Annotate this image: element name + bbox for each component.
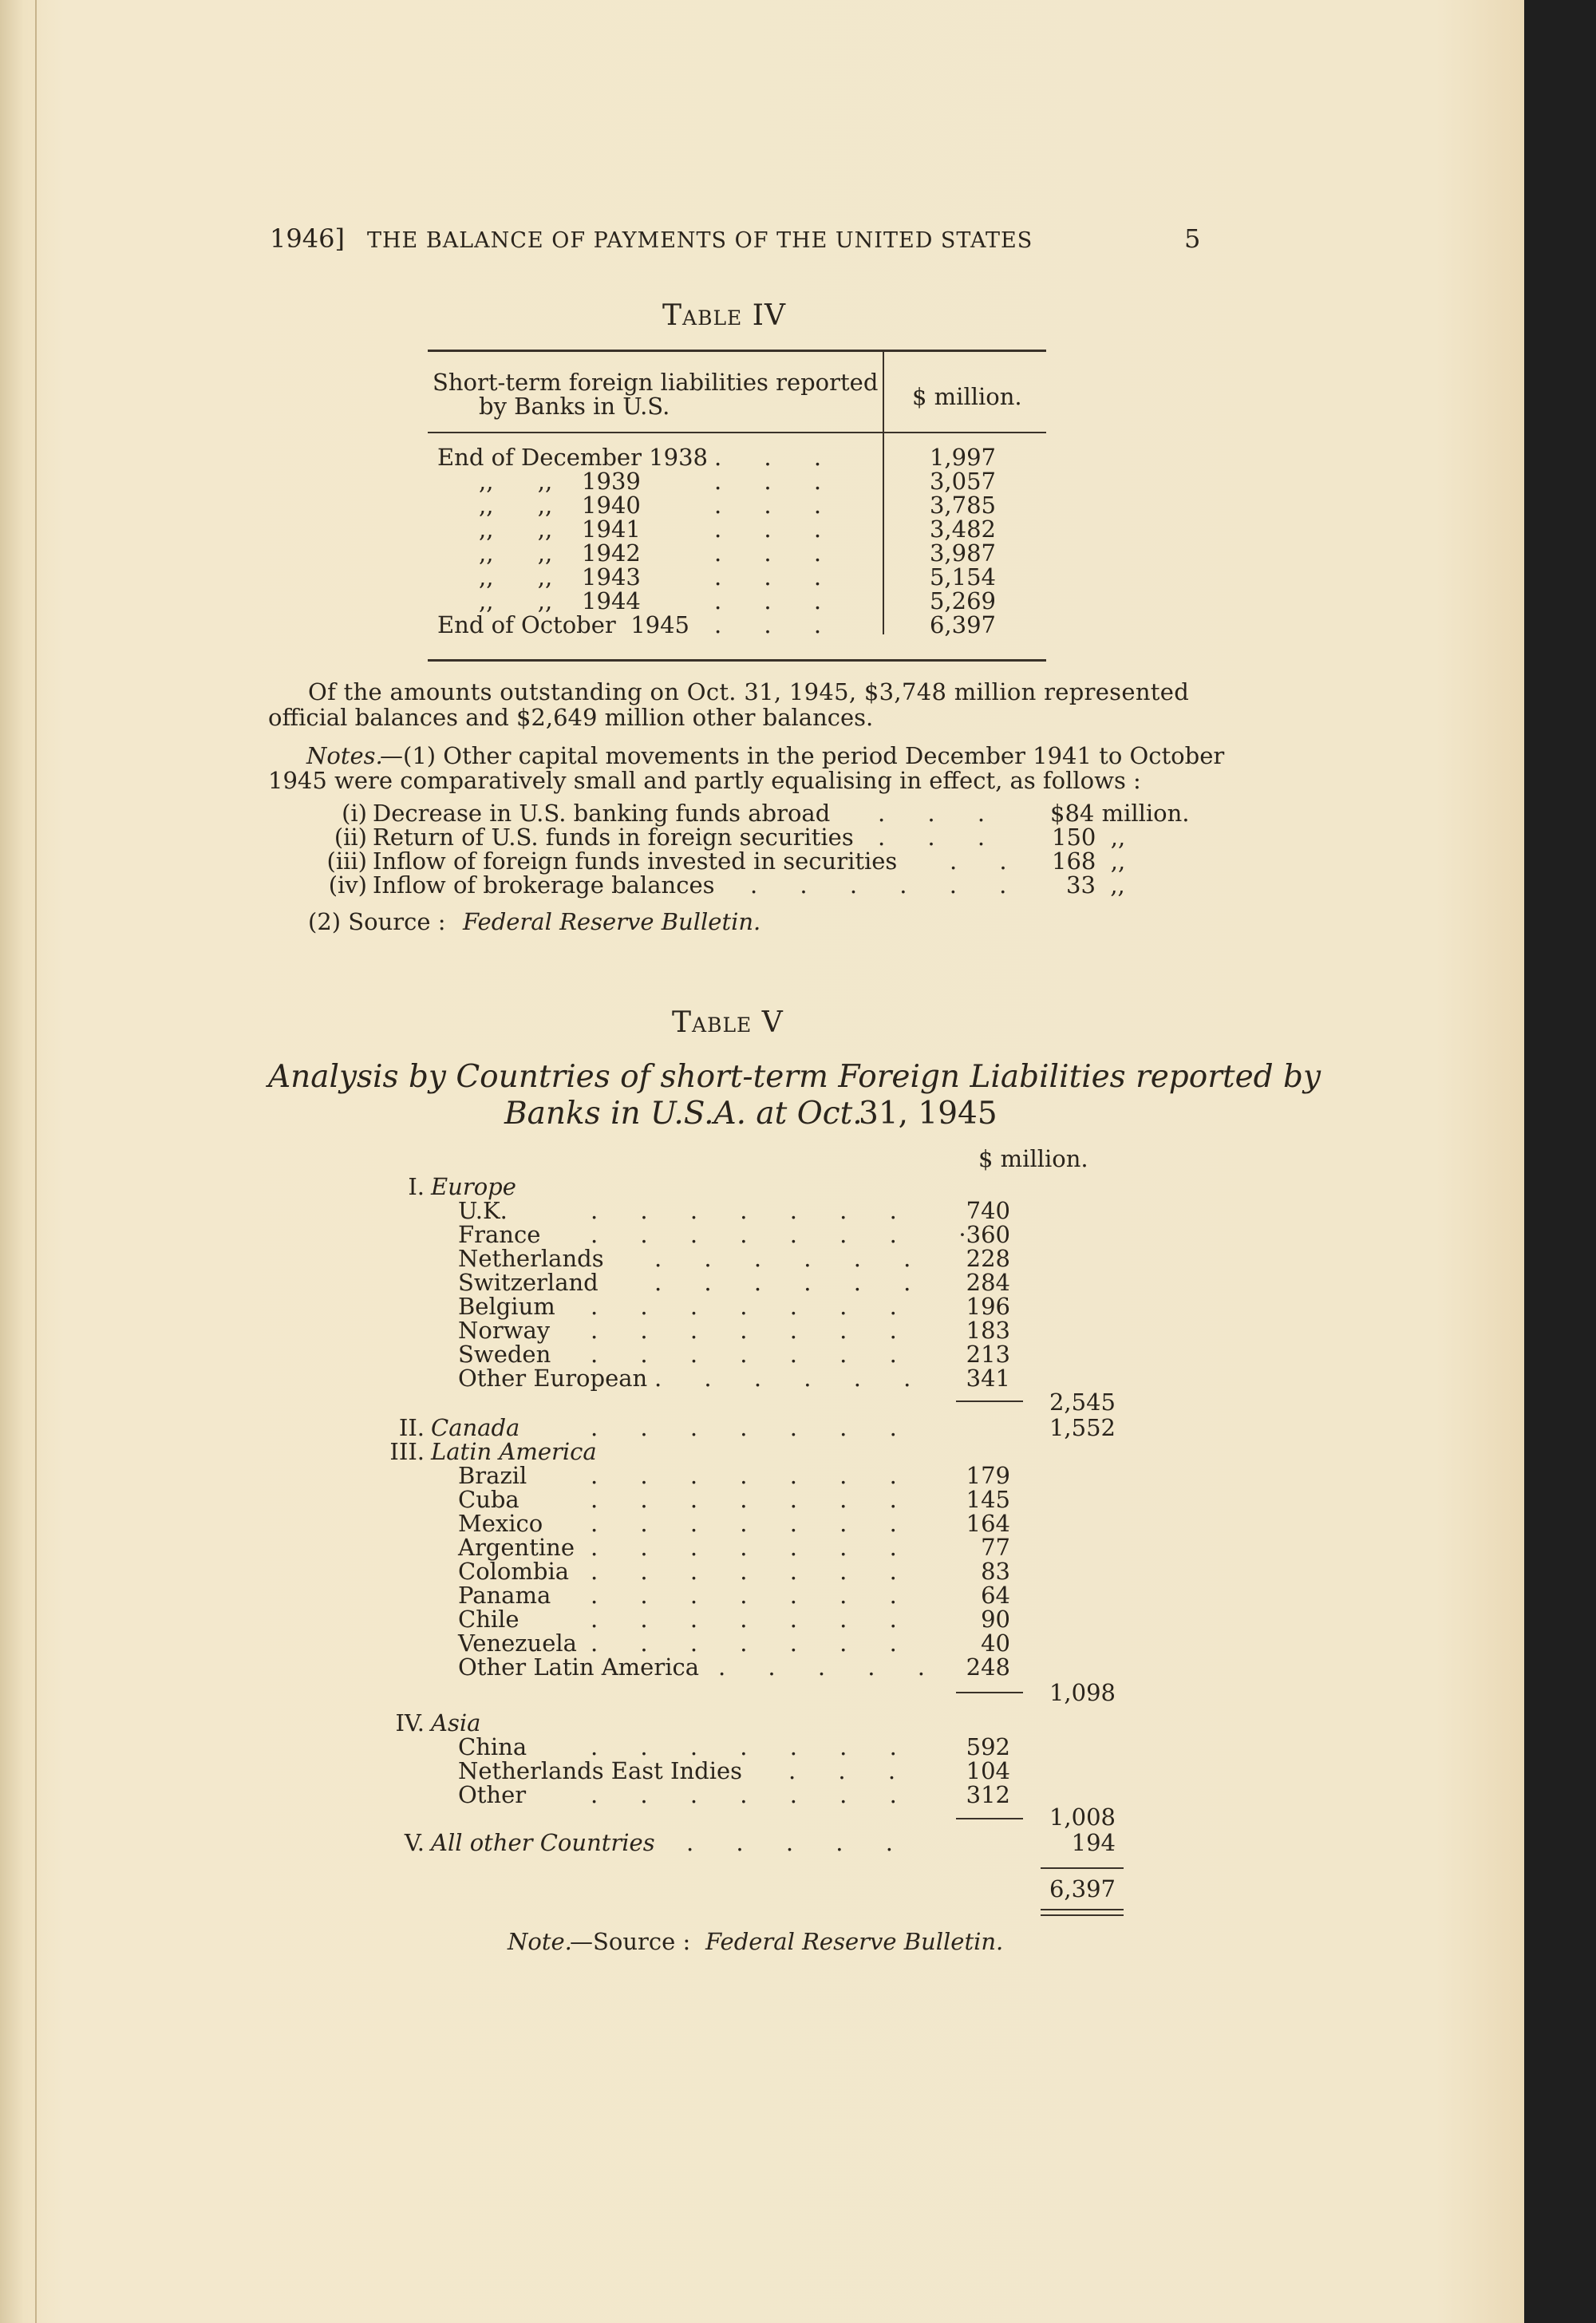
subtotal-rule [956,1401,1023,1402]
country-value: 248 [966,1653,1010,1681]
country-value: 213 [966,1341,1010,1368]
notes-line: —(1) Other capital movements in the period December 1941 to October [380,742,1225,769]
note-item-number: (i) [342,800,367,827]
table-iv-row-value: 6,397 [929,611,996,638]
country-value: 592 [966,1733,1010,1760]
table-v-unit: $ million. [978,1145,1088,1172]
section-numeral: I. [408,1173,425,1200]
leader-dots: . . . . . . . [591,1414,915,1441]
country-value: 284 [966,1269,1010,1296]
note-item-value: 168 ,, [1052,847,1126,875]
country-value: 40 [981,1630,1010,1657]
leader-dots: . . . [788,1757,914,1784]
country-value: 64 [981,1582,1010,1609]
leader-dots: . . . [714,492,839,519]
leader-dots: . . . . . . . [591,1733,915,1760]
country-name: Netherlands East Indies [458,1757,743,1784]
total-rule-double-2 [1041,1914,1124,1916]
country-name: Venezuela [458,1630,577,1657]
table-iv-row-value: 5,269 [929,587,996,614]
table-iv-row-label: ,, ,, 1940 [479,492,641,519]
country-name: Sweden [458,1341,551,1368]
section-label-all-other: All other Countries [431,1829,655,1856]
leader-dots: . . . . . [718,1653,942,1681]
leader-dots: . . [950,847,1025,875]
table-v-subtitle-line: Banks in U.S.A. at Oct. [504,1096,863,1132]
leader-dots: . . . . . . . [591,1341,915,1368]
country-name: Belgium [458,1293,555,1320]
table-iv-row-label: ,, ,, 1944 [479,587,641,614]
leader-dots: . . . . . . . [591,1221,915,1248]
leader-dots: . . . . . . . [591,1293,915,1320]
europe-subtotal: 2,545 [1049,1389,1116,1416]
table-iv-row-label: ,, ,, 1941 [479,516,641,543]
note-item-number: (iv) [328,871,367,899]
leader-dots: . . . . . . . [591,1197,915,1224]
country-name: Colombia [458,1558,570,1585]
country-name: U.K. [458,1197,508,1224]
body-paragraph-line: Of the amounts outstanding on Oct. 31, 1945, $3,748 million represented [308,678,1190,705]
leader-dots: . . . . . . . [591,1534,915,1561]
asia-subtotal: 1,008 [1049,1803,1116,1831]
country-name: Netherlands [458,1245,604,1272]
total-rule-double-1 [1041,1909,1124,1910]
section-label-asia: Asia [431,1709,481,1736]
header-year: 1946] [270,223,345,254]
note-item-text: Inflow of brokerage balances [373,871,715,899]
notes-source-label: (2) Source : [308,908,446,935]
table-iv-row-label: ,, ,, 1943 [479,563,641,591]
note-item-value: 33 ,, [1066,871,1125,899]
table-iv-row-label: End of December 1938 [437,444,708,471]
table-v-note-source: Federal Reserve Bulletin. [705,1928,1004,1955]
country-name: Other Latin America [458,1653,699,1681]
table-iv-row-value: 5,154 [929,563,996,591]
section-label-europe: Europe [431,1173,516,1200]
table-iv-header-1b: by Banks in U.S. [479,393,670,420]
country-name: Other European [458,1365,648,1392]
leader-dots: . . . . . . [654,1245,929,1272]
country-name: Norway [458,1317,551,1344]
note-item-value: 150 ,, [1052,824,1126,851]
leader-dots: . . . [714,444,839,471]
table-iv-top-rule [428,350,1046,352]
country-value: ·360 [958,1221,1010,1248]
note-item-number: (ii) [334,824,367,851]
table-iv-row-label: ,, ,, 1942 [479,539,641,567]
country-name: Mexico [458,1510,543,1537]
leader-dots: . . . [878,824,1003,851]
leader-dots: . . . . . . . [591,1582,915,1609]
table-iv-row-value: 3,482 [929,516,996,543]
table-v-title: Table V [672,1006,784,1039]
total-rule-top [1041,1867,1124,1869]
section-label-latin-america: Latin America [431,1438,597,1465]
section-numeral: IV. [395,1709,425,1736]
note-item-text: Decrease in U.S. banking funds abroad [373,800,831,827]
country-name: Chile [458,1606,519,1633]
note-item-text: Return of U.S. funds in foreign securities [373,824,854,851]
leader-dots: . . . . . . . [591,1630,915,1657]
leader-dots: . . . [714,468,839,495]
leader-dots: . . . [714,539,839,567]
leader-dots: . . . . . . [750,871,1025,899]
leader-dots: . . . . . . . [591,1317,915,1344]
country-name: Other [458,1781,527,1808]
country-value: 179 [966,1462,1010,1489]
leader-dots: . . . . . . . [591,1462,915,1489]
country-name: France [458,1221,541,1248]
leader-dots: . . . . . . . [591,1781,915,1808]
country-value: 312 [966,1781,1010,1808]
table-v-subtitle-date: 31, 1945 [859,1096,998,1132]
leader-dots: . . . . . . . [591,1606,915,1633]
section-label-canada: Canada [431,1414,520,1441]
table-v-subtitle-line: Analysis by Countries of short-term Foreign Liabilities reported by [268,1059,1321,1095]
notes-source-title: Federal Reserve Bulletin. [463,908,761,935]
leader-dots: . . . [714,516,839,543]
subtotal-rule [956,1692,1023,1693]
notes-line: 1945 were comparatively small and partly equalising in effect, as follows : [268,767,1141,794]
table-v-note-label: Note. [508,1928,572,1955]
country-value: 77 [981,1534,1010,1561]
country-value: 228 [966,1245,1010,1272]
country-value: 341 [966,1365,1010,1392]
table-iv-title: Table IV [662,299,786,332]
leader-dots: . . . . . . . [591,1558,915,1585]
table-iv-header-rule [428,432,1046,433]
table-iv-row-value: 3,057 [929,468,996,495]
table-v-note-text: —Source : [570,1928,691,1955]
country-value: 740 [966,1197,1010,1224]
binding-gutter [35,0,37,2323]
table-iv-row-value: 3,987 [929,539,996,567]
table-iv-row-value: 3,785 [929,492,996,519]
leader-dots: . . . . . . [654,1269,929,1296]
running-title: THE BALANCE OF PAYMENTS OF THE UNITED STATES [367,228,1033,253]
country-value: 183 [966,1317,1010,1344]
table-iv-bottom-rule [428,659,1046,662]
leader-dots: . . . . . . [654,1365,929,1392]
country-name: Brazil [458,1462,527,1489]
leader-dots: . . . [714,563,839,591]
country-value: 164 [966,1510,1010,1537]
all-other-value: 194 [1071,1829,1116,1856]
country-value: 83 [981,1558,1010,1585]
body-paragraph-line: official balances and $2,649 million other balances. [268,704,874,731]
canada-value: 1,552 [1049,1414,1116,1441]
table-iv-header-1a: Short-term foreign liabilities reported [433,369,879,396]
note-item-value: $84 million. [1050,800,1190,827]
grand-total: 6,397 [1049,1875,1116,1902]
country-name: Cuba [458,1486,519,1513]
country-name: Argentine [458,1534,575,1561]
section-numeral: V. [404,1829,425,1856]
table-iv-row-label: ,, ,, 1939 [479,468,641,495]
table-iv-header-2: $ million. [912,383,1022,410]
leader-dots: . . . . . [686,1829,911,1856]
table-iv-row-label: End of October 1945 [437,611,689,638]
leader-dots: . . . . . . . [591,1486,915,1513]
leader-dots: . . . [878,800,1003,827]
leader-dots: . . . [714,587,839,614]
section-numeral: II. [398,1414,425,1441]
country-name: China [458,1733,527,1760]
country-name: Panama [458,1582,551,1609]
country-value: 145 [966,1486,1010,1513]
country-value: 196 [966,1293,1010,1320]
leader-dots: . . . [714,611,839,638]
leader-dots: . . . . . . . [591,1510,915,1537]
country-value: 104 [966,1757,1010,1784]
subtotal-rule [956,1818,1023,1819]
latin-america-subtotal: 1,098 [1049,1679,1116,1706]
table-iv-row-value: 1,997 [929,444,996,471]
country-value: 90 [981,1606,1010,1633]
note-item-text: Inflow of foreign funds invested in securities [373,847,898,875]
section-numeral: III. [389,1438,425,1465]
page-number: 5 [1184,223,1201,254]
note-item-number: (iii) [326,847,367,875]
notes-label: Notes. [306,742,383,769]
country-name: Switzerland [458,1269,598,1296]
